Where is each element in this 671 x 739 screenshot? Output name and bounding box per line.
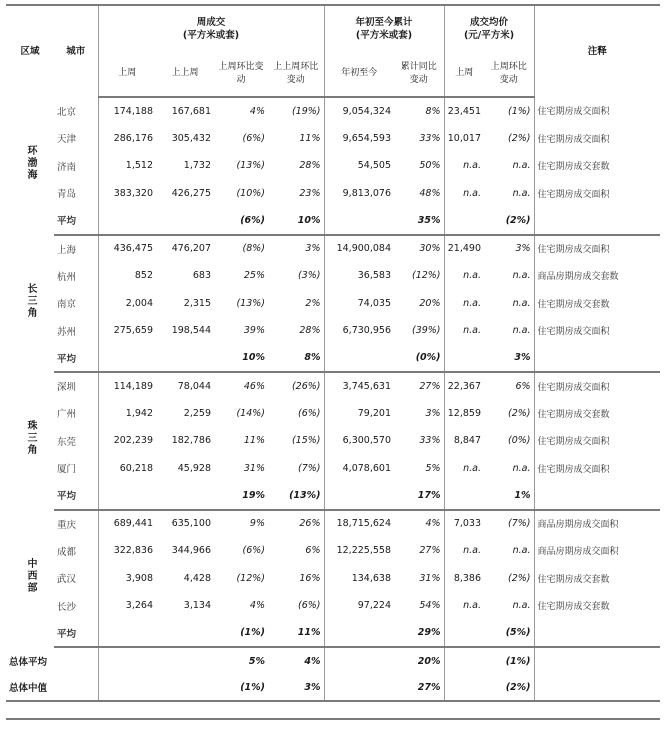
city-name: 长沙 (57, 601, 77, 613)
table-row (6, 180, 660, 208)
region-average-row (6, 345, 660, 373)
price-wow-value: (7%) (508, 518, 531, 530)
average-prev-wow: 11% (268, 620, 324, 648)
last-week-wow-value: (8%) (242, 243, 265, 255)
header-last-week-wow-label: 上周环比变动 (218, 61, 264, 85)
table-row (6, 565, 660, 593)
total-wow: 5% (248, 655, 265, 667)
average-empty (324, 620, 394, 648)
average-empty (534, 207, 660, 235)
last-week-value: 3,908 (98, 565, 156, 593)
note-text: 住宅期房成交面积 (534, 372, 660, 400)
last-week-wow-value: 39% (243, 325, 265, 337)
ytd-value: 74,035 (324, 290, 394, 318)
prev-week-value: 476,207 (171, 243, 211, 255)
region-name: 中西部 (25, 557, 36, 594)
average-label: 平均 (54, 345, 98, 373)
price-value: 23,451 (444, 97, 484, 125)
prev-week-wow-value: 11% (299, 132, 321, 144)
ytd-value: 134,638 (324, 565, 394, 593)
last-week-value: 275,659 (98, 317, 156, 345)
city-name: 天津 (57, 134, 77, 146)
last-week-wow-value: 25% (243, 270, 265, 282)
header-price-last-week: 上周 (444, 51, 484, 97)
average-wow: 19% (214, 482, 268, 510)
header-last-week-wow (214, 51, 268, 97)
ytd-yoy-value: 8% (425, 105, 441, 117)
average-empty (156, 345, 214, 373)
price-value: n.a. (444, 317, 484, 345)
header-ytd: 年初至今 (324, 51, 394, 97)
note-text: 住宅期房成交套数 (534, 565, 660, 593)
last-week-wow-value: (13%) (236, 297, 265, 309)
average-empty (324, 345, 394, 373)
price-value: 8,386 (444, 565, 484, 593)
price-wow-value: 6% (515, 380, 531, 392)
header-price-group-label: 成交均价 (元/平方米) (463, 16, 515, 41)
region-label (6, 235, 54, 373)
table-row (6, 290, 660, 318)
note-text: 住宅期房成交套数 (534, 400, 660, 428)
last-week-wow-value: (13%) (236, 160, 265, 172)
region-average-row (6, 620, 660, 648)
average-empty (156, 620, 214, 648)
table-row (6, 427, 660, 455)
last-week-value: 852 (98, 262, 156, 290)
last-week-value: 60,218 (98, 455, 156, 483)
last-week-wow-value: 9% (249, 518, 265, 530)
last-week-value: 1,512 (98, 152, 156, 180)
prev-week-wow-value: (6%) (298, 407, 321, 419)
average-empty (534, 620, 660, 648)
prev-week-wow-value: 3% (305, 243, 321, 255)
last-week-value: 436,475 (98, 235, 156, 263)
price-wow-value: (2%) (508, 132, 531, 144)
price-wow-value: n.a. (512, 462, 531, 474)
last-week-wow-value: 46% (243, 380, 265, 392)
average-prev-wow: (13%) (268, 482, 324, 510)
table-row (6, 317, 660, 345)
table-bottom-rule (6, 718, 660, 720)
header-price-wow-label: 上周环比变动 (490, 61, 527, 85)
city-name: 杭州 (57, 271, 77, 283)
city-name: 北京 (57, 106, 77, 118)
ytd-yoy-value: (12%) (411, 270, 441, 282)
price-value: 8,847 (444, 427, 484, 455)
ytd-yoy-value: 30% (419, 243, 441, 255)
price-value: 12,859 (444, 400, 484, 428)
region-label (6, 510, 54, 648)
prev-week-wow-value: (15%) (291, 435, 321, 447)
ytd-yoy-value: 4% (425, 518, 441, 530)
prev-week-wow-value: 28% (299, 325, 321, 337)
header-note: 注释 (534, 5, 660, 97)
table-row (6, 400, 660, 428)
note-text: 住宅期房成交套数 (534, 152, 660, 180)
price-wow-value: (2%) (508, 572, 531, 584)
price-wow-value: n.a. (512, 160, 531, 172)
note-text: 住宅期房成交面积 (534, 455, 660, 483)
price-value: 21,490 (444, 235, 484, 263)
prev-week-value: 305,432 (171, 132, 211, 144)
total-prev-wow: 3% (268, 674, 324, 701)
ytd-yoy-value: 3% (425, 407, 441, 419)
header-prev-week-wow (268, 51, 324, 97)
prev-week-value: 3,134 (183, 600, 211, 612)
region-average-row (6, 482, 660, 510)
table-row (6, 537, 660, 565)
note-text: 商品房期房成交面积 (534, 537, 660, 565)
ytd-yoy-value: 33% (419, 435, 441, 447)
region-name: 环渤海 (25, 145, 36, 182)
average-empty (156, 207, 214, 235)
average-empty (98, 620, 156, 648)
ytd-value: 97,224 (324, 592, 394, 620)
average-empty (444, 482, 484, 510)
ytd-value: 54,505 (324, 152, 394, 180)
header-weekly-group (98, 5, 324, 51)
average-empty (324, 207, 394, 235)
prev-week-wow-value: 23% (299, 187, 321, 199)
prev-week-value: 2,315 (183, 297, 211, 309)
last-week-wow-value: 4% (249, 600, 265, 612)
price-value: 22,367 (444, 372, 484, 400)
region-name: 珠三角 (25, 420, 36, 457)
last-week-wow-value: (6%) (242, 545, 265, 557)
prev-week-wow-value: 16% (299, 572, 321, 584)
average-empty (98, 482, 156, 510)
last-week-wow-value: 4% (249, 105, 265, 117)
prev-week-value: 198,544 (171, 325, 211, 337)
ytd-value: 9,654,593 (324, 125, 394, 153)
note-text: 商品房期房成交套数 (534, 262, 660, 290)
prev-week-value: 1,732 (183, 160, 211, 172)
average-empty (98, 345, 156, 373)
city-name: 青岛 (57, 189, 77, 201)
average-empty (444, 345, 484, 373)
price-wow-value: n.a. (512, 325, 531, 337)
average-empty (156, 482, 214, 510)
table-row (6, 455, 660, 483)
ytd-yoy-value: 33% (419, 132, 441, 144)
prev-week-wow-value: (7%) (298, 462, 321, 474)
region-label (6, 372, 54, 510)
price-wow-value: (1%) (508, 105, 531, 117)
prev-week-wow-value: (19%) (291, 105, 321, 117)
ytd-value: 9,813,076 (324, 180, 394, 208)
ytd-value: 3,745,631 (324, 372, 394, 400)
last-week-value: 3,264 (98, 592, 156, 620)
city-name: 南京 (57, 299, 77, 311)
prev-week-wow-value: 6% (305, 545, 321, 557)
last-week-wow-value: (6%) (242, 132, 265, 144)
last-week-value: 2,004 (98, 290, 156, 318)
average-label: 平均 (54, 482, 98, 510)
ytd-value: 36,583 (324, 262, 394, 290)
city-name: 苏州 (57, 326, 77, 338)
price-value: n.a. (444, 180, 484, 208)
header-ytd-yoy (394, 51, 444, 97)
prev-week-value: 182,786 (171, 435, 211, 447)
city-name: 厦门 (57, 464, 77, 476)
note-text: 住宅期房成交面积 (534, 317, 660, 345)
ytd-value: 79,201 (324, 400, 394, 428)
city-name: 东莞 (57, 436, 77, 448)
header-ytd-group-label: 年初至今累计 (平方米或套) (355, 16, 413, 41)
city-name: 济南 (57, 161, 77, 173)
price-wow-value: n.a. (512, 600, 531, 612)
total-prev-wow: 4% (304, 655, 321, 667)
note-text: 住宅期房成交套数 (534, 290, 660, 318)
prev-week-wow-value: 2% (305, 297, 321, 309)
average-empty (324, 482, 394, 510)
last-week-value: 322,836 (98, 537, 156, 565)
note-text: 住宅期房成交面积 (534, 427, 660, 455)
total-empty (444, 674, 484, 701)
price-value: n.a. (444, 592, 484, 620)
note-text: 住宅期房成交面积 (534, 235, 660, 263)
city-name: 深圳 (57, 382, 77, 394)
average-price-wow: 3% (484, 345, 534, 373)
prev-week-wow-value: (26%) (291, 380, 321, 392)
total-empty (324, 674, 394, 701)
total-empty (98, 674, 156, 701)
last-week-value: 689,441 (98, 510, 156, 538)
header-prev-week: 上上周 (156, 51, 214, 97)
ytd-yoy-value: 20% (419, 297, 441, 309)
average-empty (98, 207, 156, 235)
last-week-value: 174,188 (98, 97, 156, 125)
price-wow-value: 3% (515, 243, 531, 255)
prev-week-value: 426,275 (171, 187, 211, 199)
price-wow-value: n.a. (512, 187, 531, 199)
header-prev-week-wow-label: 上上周环比变动 (273, 61, 319, 85)
table-body (6, 97, 660, 701)
last-week-value: 383,320 (98, 180, 156, 208)
ytd-yoy-value: 27% (419, 545, 441, 557)
note-text: 住宅期房成交面积 (534, 180, 660, 208)
ytd-yoy-value: 5% (425, 462, 441, 474)
prev-week-value: 2,259 (183, 407, 211, 419)
total-empty (98, 647, 156, 674)
last-week-value: 286,176 (98, 125, 156, 153)
average-label: 平均 (54, 620, 98, 648)
total-empty (534, 674, 660, 701)
last-week-value: 202,239 (98, 427, 156, 455)
city-name: 重庆 (57, 519, 77, 531)
average-price-wow: (2%) (484, 207, 534, 235)
housing-transaction-table (6, 4, 660, 702)
total-row (6, 647, 660, 674)
price-value: n.a. (444, 455, 484, 483)
prev-week-value: 683 (192, 270, 211, 282)
prev-week-wow-value: (6%) (298, 600, 321, 612)
table-row (6, 125, 660, 153)
table-row (6, 592, 660, 620)
average-empty (444, 207, 484, 235)
ytd-yoy-value: 48% (419, 187, 441, 199)
last-week-wow-value: (12%) (236, 572, 265, 584)
prev-week-value: 167,681 (171, 105, 211, 117)
table-row (6, 510, 660, 538)
ytd-yoy-value: 50% (419, 160, 441, 172)
city-name: 广州 (57, 409, 77, 421)
total-wow: (1%) (214, 674, 268, 701)
region-label (6, 97, 54, 235)
city-name: 上海 (57, 244, 77, 256)
table-row (6, 235, 660, 263)
header-last-week: 上周 (98, 51, 156, 97)
table-row (6, 372, 660, 400)
prev-week-value: 635,100 (171, 518, 211, 530)
price-value: n.a. (444, 537, 484, 565)
note-text: 商品房期房成交面积 (534, 510, 660, 538)
table-row (6, 262, 660, 290)
table-row (6, 97, 660, 125)
table-row (6, 152, 660, 180)
prev-week-value: 4,428 (183, 572, 211, 584)
header-price-wow (484, 51, 534, 97)
average-label: 平均 (54, 207, 98, 235)
price-wow-value: n.a. (512, 270, 531, 282)
price-value: n.a. (444, 152, 484, 180)
average-wow: 10% (214, 345, 268, 373)
prev-week-value: 45,928 (177, 462, 211, 474)
price-value: 7,033 (444, 510, 484, 538)
total-price-wow: (2%) (484, 674, 534, 701)
total-empty (156, 674, 214, 701)
total-row (6, 674, 660, 701)
last-week-wow-value: (10%) (236, 187, 265, 199)
average-empty (534, 345, 660, 373)
header-ytd-group (324, 5, 444, 51)
average-empty (534, 482, 660, 510)
total-label: 总体中值 (6, 674, 98, 701)
prev-week-wow-value: 26% (299, 518, 321, 530)
ytd-value: 14,900,084 (324, 235, 394, 263)
header-city: 城市 (66, 46, 86, 57)
prev-week-wow-value: (3%) (298, 270, 321, 282)
price-wow-value: n.a. (512, 545, 531, 557)
ytd-yoy-value: (39%) (411, 325, 441, 337)
last-week-wow-value: 11% (243, 435, 265, 447)
region-average-row (6, 207, 660, 235)
header-region: 区域 (20, 46, 40, 57)
ytd-yoy-value: 31% (419, 572, 441, 584)
total-empty (444, 647, 484, 674)
total-empty (324, 647, 394, 674)
total-label: 总体平均 (9, 657, 48, 668)
city-name: 武汉 (57, 574, 77, 586)
price-wow-value: (0%) (508, 435, 531, 447)
total-empty (156, 647, 214, 674)
average-price-wow: 1% (484, 482, 534, 510)
average-wow: (1%) (214, 620, 268, 648)
prev-week-wow-value: 28% (299, 160, 321, 172)
prev-week-value: 78,044 (177, 380, 211, 392)
header-ytd-yoy-label: 累计同比变动 (400, 61, 437, 85)
price-wow-value: (2%) (508, 407, 531, 419)
price-value: 10,017 (444, 125, 484, 153)
average-ytd-yoy: 17% (394, 482, 444, 510)
total-empty (534, 647, 660, 674)
average-wow: (6%) (214, 207, 268, 235)
ytd-value: 18,715,624 (324, 510, 394, 538)
last-week-value: 1,942 (98, 400, 156, 428)
ytd-yoy-value: 54% (419, 600, 441, 612)
average-ytd-yoy: 35% (394, 207, 444, 235)
note-text: 住宅期房成交套数 (534, 592, 660, 620)
region-name: 长三角 (25, 282, 36, 319)
total-ytd-yoy: 27% (394, 674, 444, 701)
last-week-value: 114,189 (98, 372, 156, 400)
ytd-yoy-value: 27% (419, 380, 441, 392)
prev-week-value: 344,966 (171, 545, 211, 557)
last-week-wow-value: 31% (243, 462, 265, 474)
total-price-wow: (1%) (505, 655, 531, 667)
price-wow-value: n.a. (512, 297, 531, 309)
average-ytd-yoy: 29% (394, 620, 444, 648)
header-weekly-group-label: 周成交 (平方米或套) (182, 16, 240, 41)
average-prev-wow: 8% (268, 345, 324, 373)
ytd-value: 6,300,570 (324, 427, 394, 455)
city-name: 成都 (57, 546, 77, 558)
average-ytd-yoy: (0%) (394, 345, 444, 373)
average-price-wow: (5%) (484, 620, 534, 648)
header-price-group (444, 5, 534, 51)
note-text: 住宅期房成交面积 (534, 125, 660, 153)
price-value: n.a. (444, 290, 484, 318)
note-text: 住宅期房成交面积 (534, 97, 660, 125)
ytd-value: 4,078,601 (324, 455, 394, 483)
total-ytd-yoy: 20% (417, 655, 441, 667)
last-week-wow-value: (14%) (236, 407, 265, 419)
price-value: n.a. (444, 262, 484, 290)
average-empty (444, 620, 484, 648)
ytd-value: 6,730,956 (324, 317, 394, 345)
average-prev-wow: 10% (268, 207, 324, 235)
ytd-value: 9,054,324 (324, 97, 394, 125)
ytd-value: 12,225,558 (324, 537, 394, 565)
